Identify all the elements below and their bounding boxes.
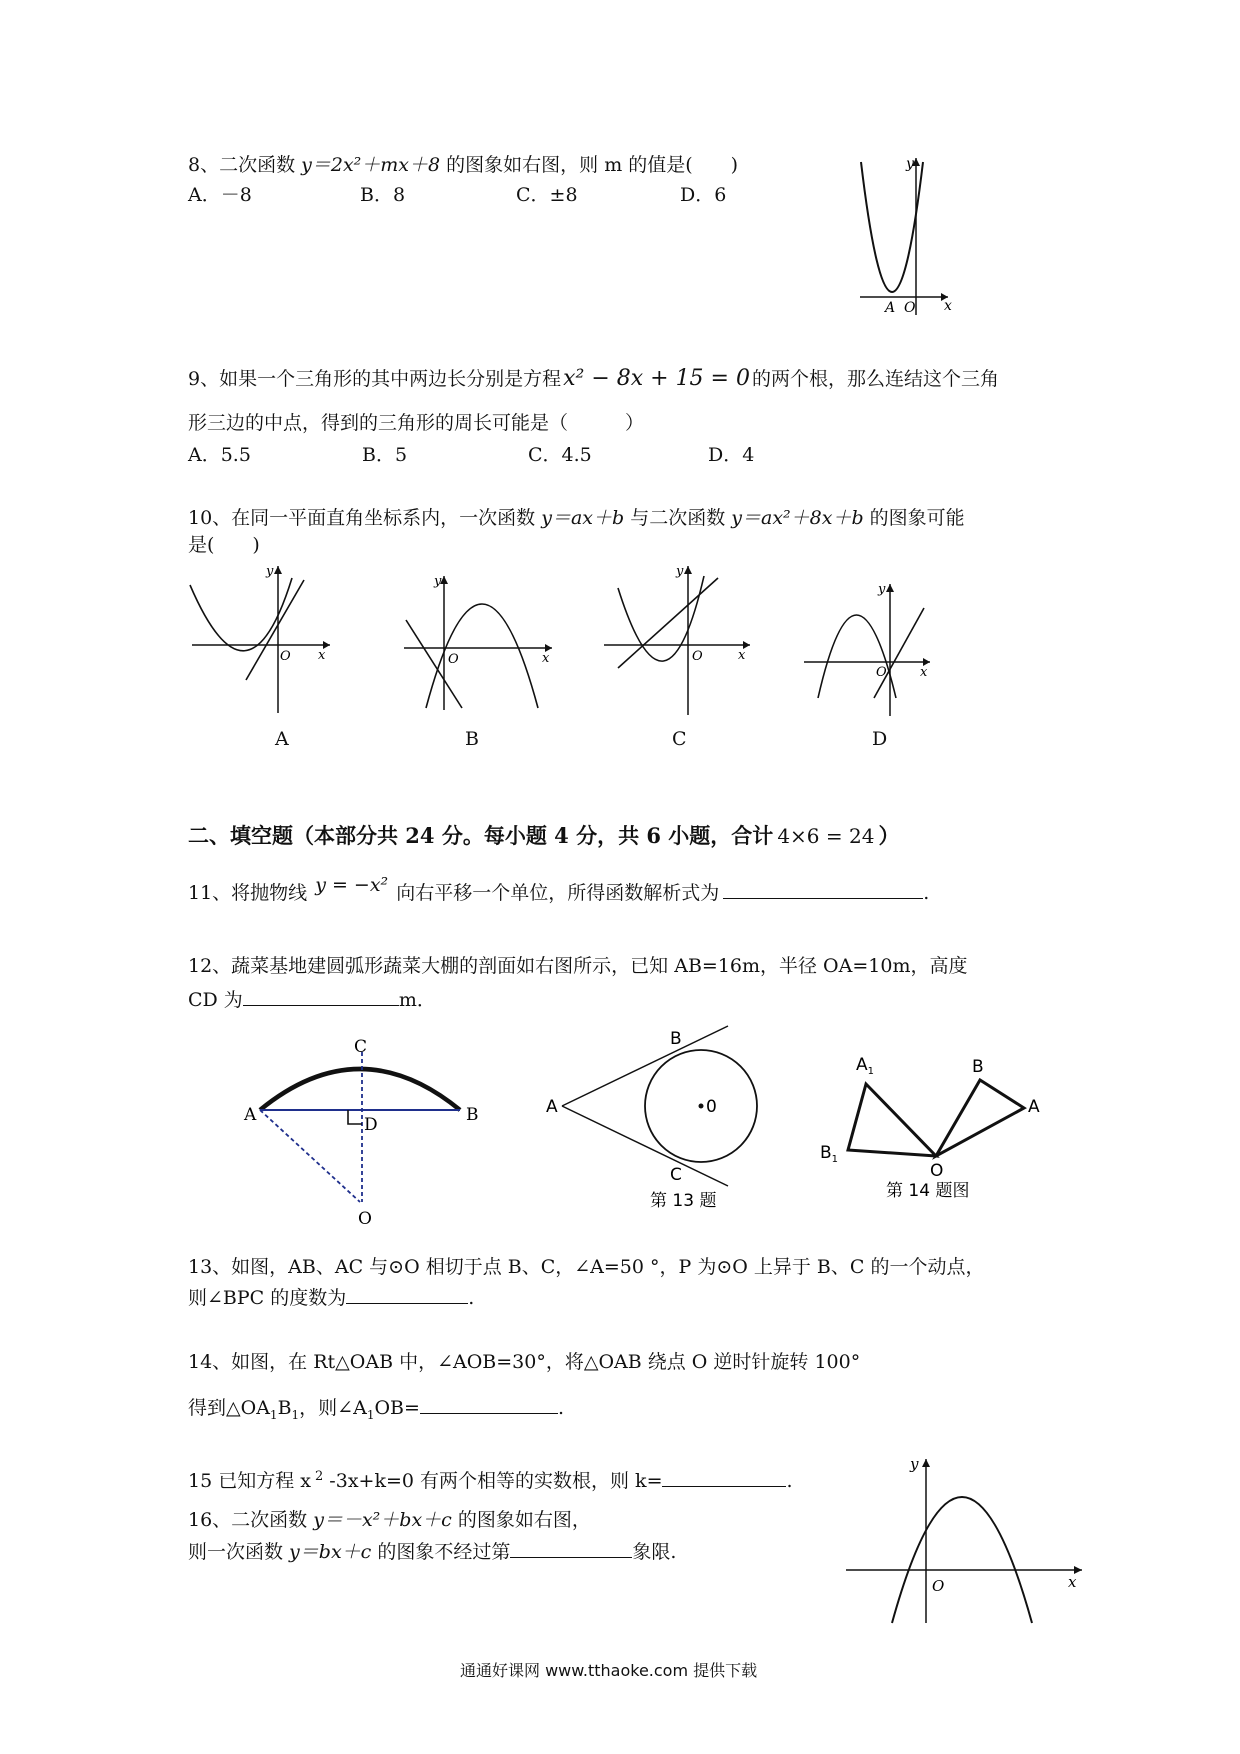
q9-line1: 9、如果一个三角形的其中两边长分别是方程x² − 8x + 15 = 0 的两个根，那么连结这个三角 xyxy=(188,366,999,391)
q16-line2: 则一次函数 y＝bx＋c 的图象不经过第 象限. xyxy=(188,1541,677,1563)
q11-formula: y = −x² xyxy=(315,874,389,896)
q13-caption: 第 13 题 xyxy=(650,1191,717,1210)
q13-fig-c: C xyxy=(670,1165,682,1185)
q9-options xyxy=(188,440,788,466)
q8-parabola-figure xyxy=(850,150,960,320)
svg-text:y: y xyxy=(878,582,886,597)
q16-parabola-figure xyxy=(840,1455,1090,1625)
svg-text:x: x xyxy=(542,651,550,666)
q16-linear: y＝bx＋c xyxy=(289,1541,372,1563)
svg-text:x: x xyxy=(738,648,746,663)
q16-answer-blank[interactable] xyxy=(510,1556,632,1558)
q12-line2: CD 为 m． xyxy=(188,989,436,1011)
q12-fig-d: D xyxy=(364,1115,378,1135)
q12-fig-a: A xyxy=(244,1105,257,1125)
q10-graph-d-label: D xyxy=(872,728,888,750)
q13-line2: 则∠BPC 的度数为 . xyxy=(188,1287,475,1309)
q10-graph-c-label: C xyxy=(672,728,687,750)
q10-graph-a xyxy=(188,560,338,720)
q10-line1: 10、在同一平面直角坐标系内，一次函数 y＝ax＋b 与二次函数 y＝ax²＋8x＋b 的图象可能 xyxy=(188,507,965,529)
q8-formula: y＝2x²＋mx＋8 xyxy=(301,154,441,176)
q13-fig-b: B xyxy=(670,1029,682,1049)
q8-option-b: B．8 xyxy=(360,184,406,206)
q16-quadratic: y＝－x²＋bx＋c xyxy=(313,1509,452,1531)
q16-x-label: x xyxy=(1068,1573,1077,1591)
svg-text:x: x xyxy=(920,665,928,680)
q14-line1: 14、如图，在 Rt△OAB 中，∠AOB=30°，将△OAB 绕点 O 逆时针旋转 100° xyxy=(188,1351,861,1373)
svg-text:y: y xyxy=(676,564,684,579)
q14-line2: 得到$\triangle OA_1B_1$，则$\angle A_1OB=$ . xyxy=(188,1397,564,1422)
q14-caption: 第 14 题图 xyxy=(886,1181,970,1201)
q8-stem: 8、二次函数 y＝2x²＋mx＋8 的图象如右图，则 m 的值是( ) xyxy=(188,154,739,176)
q11-stem: 11、将抛物线 y = −x² 向右平移一个单位，所得函数解析式为 . xyxy=(188,874,930,904)
q16-o-label: O xyxy=(932,1577,945,1595)
q10-linear: y＝ax＋b xyxy=(541,507,625,529)
q10-graph-d xyxy=(800,578,940,723)
q13-answer-blank[interactable] xyxy=(346,1302,468,1304)
q15-answer-blank[interactable] xyxy=(662,1485,786,1487)
q14-answer-blank[interactable] xyxy=(420,1412,558,1414)
svg-text:y: y xyxy=(266,564,274,579)
q14-fig-b: B xyxy=(972,1057,984,1077)
svg-text:O: O xyxy=(448,652,459,667)
q14-fig-a1: $A_1$ xyxy=(856,1055,875,1077)
q8-y-label: y xyxy=(906,156,914,172)
q9-option-c: C．4.5 xyxy=(528,444,592,466)
q12-line1: 12、蔬菜基地建圆弧形蔬菜大棚的剖面如右图所示，已知 AB=16m，半径 OA=10m，高度 xyxy=(188,955,968,977)
q8-option-c: C．±8 xyxy=(516,184,578,206)
q10-quadratic: y＝ax²＋8x＋b xyxy=(731,507,864,529)
q8-x-label: x xyxy=(944,298,952,314)
q8-a-label: A xyxy=(885,300,896,316)
q10-graph-b xyxy=(400,570,560,720)
q16-line1: 16、二次函数 y＝－x²＋bx＋c 的图象如右图， xyxy=(188,1509,591,1531)
q8-options xyxy=(188,180,748,206)
q13-fig-o: 0 xyxy=(706,1097,717,1117)
q8-option-a: A．－8 xyxy=(188,184,252,206)
svg-text:x: x xyxy=(318,648,326,663)
q12-fig-c: C xyxy=(354,1037,368,1057)
q9-option-a: A．5.5 xyxy=(188,444,251,466)
q11-answer-blank[interactable] xyxy=(723,897,923,899)
svg-text:O: O xyxy=(280,649,291,664)
q14-rotation-figure xyxy=(810,1040,1050,1210)
q16-y-label: y xyxy=(910,1455,919,1473)
q13-line1: 13、如图，AB、AC 与⊙O 相切于点 B、C，∠A=50 °，P 为⊙O 上异于 B、C 的一个动点， xyxy=(188,1256,985,1278)
svg-text:y: y xyxy=(434,574,442,589)
q10-graph-b-label: B xyxy=(465,728,479,750)
q9-option-b: B．5 xyxy=(362,444,408,466)
q9-option-d: D．4 xyxy=(708,444,755,466)
q10-graph-c xyxy=(600,560,760,720)
q12-arc-figure xyxy=(230,1030,520,1230)
q12-answer-blank[interactable] xyxy=(243,1004,399,1006)
q8-o-label: O xyxy=(904,300,916,316)
section2-formula: 4×6 = 24 xyxy=(777,824,875,848)
q14-fig-b1: $B_1$ xyxy=(820,1143,839,1165)
page-footer: 通通好课网 www.tthaoke.com 提供下载 xyxy=(460,1661,758,1680)
q10-graph-a-label: A xyxy=(275,728,289,750)
q12-fig-b: B xyxy=(466,1105,479,1125)
q13-tangent-figure xyxy=(540,1020,780,1210)
svg-text:O: O xyxy=(692,649,703,664)
q12-fig-o: O xyxy=(358,1209,372,1229)
q8-option-d: D．6 xyxy=(680,184,727,206)
q15-stem: 15 已知方程 x $^2$ -3x+k=0 有两个相等的实数根，则 k= . xyxy=(188,1468,793,1492)
q9-line2: 形三边的中点，得到的三角形的周长可能是（ ） xyxy=(188,412,645,434)
q14-fig-o: O xyxy=(930,1161,944,1181)
q14-fig-a: A xyxy=(1028,1097,1040,1117)
svg-text:O: O xyxy=(876,665,887,680)
q10-line2: 是( ) xyxy=(188,534,260,556)
section2-title: 二、填空题（本部分共 24 分。每小题 4 分，共 6 小题，合计 4×6 = 24 ） xyxy=(188,823,900,848)
q9-equation: x² − 8x + 15 = 0 xyxy=(563,366,750,391)
q13-fig-a: A xyxy=(546,1097,558,1117)
